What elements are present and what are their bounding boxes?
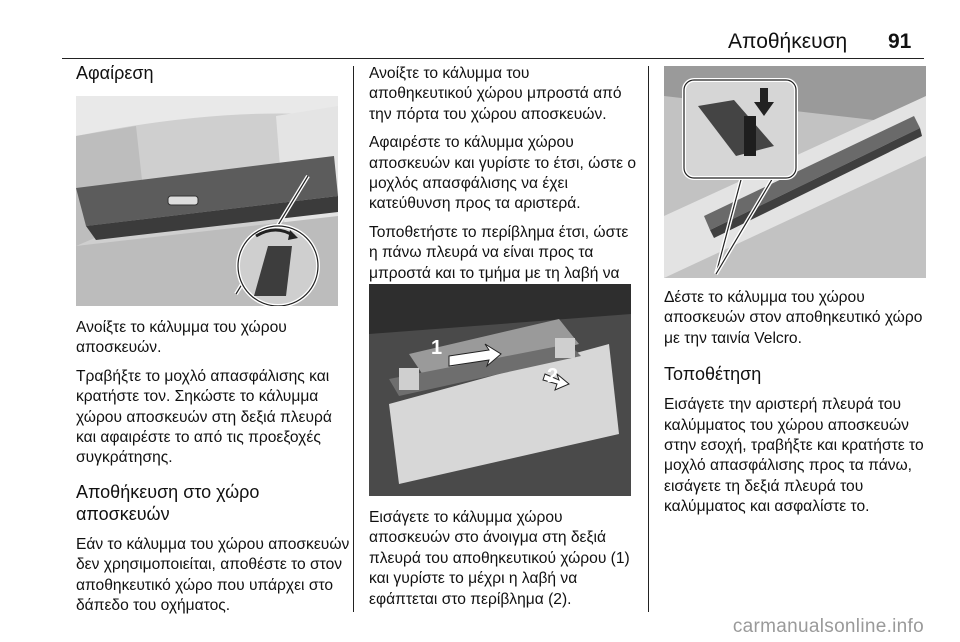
callout-2: 2: [547, 365, 559, 387]
paragraph: Αφαιρέστε το κάλυμμα χώρου αποσκευών και γυρίστε το έτσι, ώστε ο μοχλός απασφάλισης να έχει κατεύθυνση προς τα αριστερά.: [369, 134, 637, 213]
left-column: [76, 62, 346, 94]
middle-column-text-bottom: [369, 508, 637, 618]
paragraph: Εάν το κάλυμμα του χώρου αποσκευών δεν χρησιμοποιείται, αποθέστε το στον αποθηκευτικό χώρο που υπάρχει στο δάπεδο του οχήματος.: [76, 535, 350, 615]
column-divider-1: [353, 66, 354, 612]
column-divider-2: [648, 66, 649, 612]
figure-velcro-strap: [664, 66, 926, 278]
paragraph: Ανοίξτε το κάλυμμα του χώρου αποσκευών.: [76, 319, 287, 357]
figure-cover-insertion: [369, 284, 631, 496]
paragraph: Εισάγετε την αριστερή πλευρά του καλύμματος του χώρου αποσκευών στην εσοχή, τραβήξτε και κρατήστε το μοχλό απασφάλισης προς τα πάνω, εισάγετε τη δεξιά πλευρά του καλύμματος και ασφαλίστε το.: [664, 396, 924, 516]
left-column-text: [76, 318, 350, 624]
paragraph: Δέστε το κάλυμμα του χώρου αποσκευών στον αποθηκευτικό χώρο με την ταινία Velcro.: [664, 289, 923, 347]
page-number: 91: [888, 30, 912, 53]
middle-column-text-top: [369, 64, 637, 312]
paragraph: Εισάγετε το κάλυμμα χώρου αποσκευών στο άνοιγμα στη δεξιά πλευρά του αποθηκευτικού χώρου (1) και γυρίστε το μέχρι η λαβή να εφάπτεται στο περίβλημα (2).: [369, 509, 630, 608]
section-heading-removal: Αφαίρεση: [76, 63, 154, 83]
watermark: carmanualsonline.info: [732, 616, 924, 637]
callout-1: 1: [431, 337, 443, 359]
section-heading-installation: Τοποθέτηση: [664, 364, 762, 385]
section-heading-storage: Αποθήκευση στο χώρο αποσκευών: [76, 481, 260, 524]
right-column-text: [664, 288, 934, 526]
header-rule: [62, 58, 924, 59]
paragraph: Τραβήξτε το μοχλό απασφάλισης και κρατήστε τον. Σηκώστε το κάλυμμα χώρου αποσκευών στη δεξιά πλευρά και αφαιρέστε το από τις προεξοχές συγκράτησης.: [76, 367, 332, 467]
running-header-title: Αποθήκευση: [728, 30, 848, 53]
paragraph: Τοποθετήστε το περίβλημα έτσι, ώστε η πάνω πλευρά να είναι προς τα μπροστά και το τμήμα με τη λαβή να: [369, 223, 629, 282]
paragraph: Ανοίξτε το κάλυμμα του αποθηκευτικού χώρου μπροστά από την πόρτα του χώρου αποσκευών.: [369, 65, 622, 123]
figure-cover-removal: [76, 96, 338, 306]
